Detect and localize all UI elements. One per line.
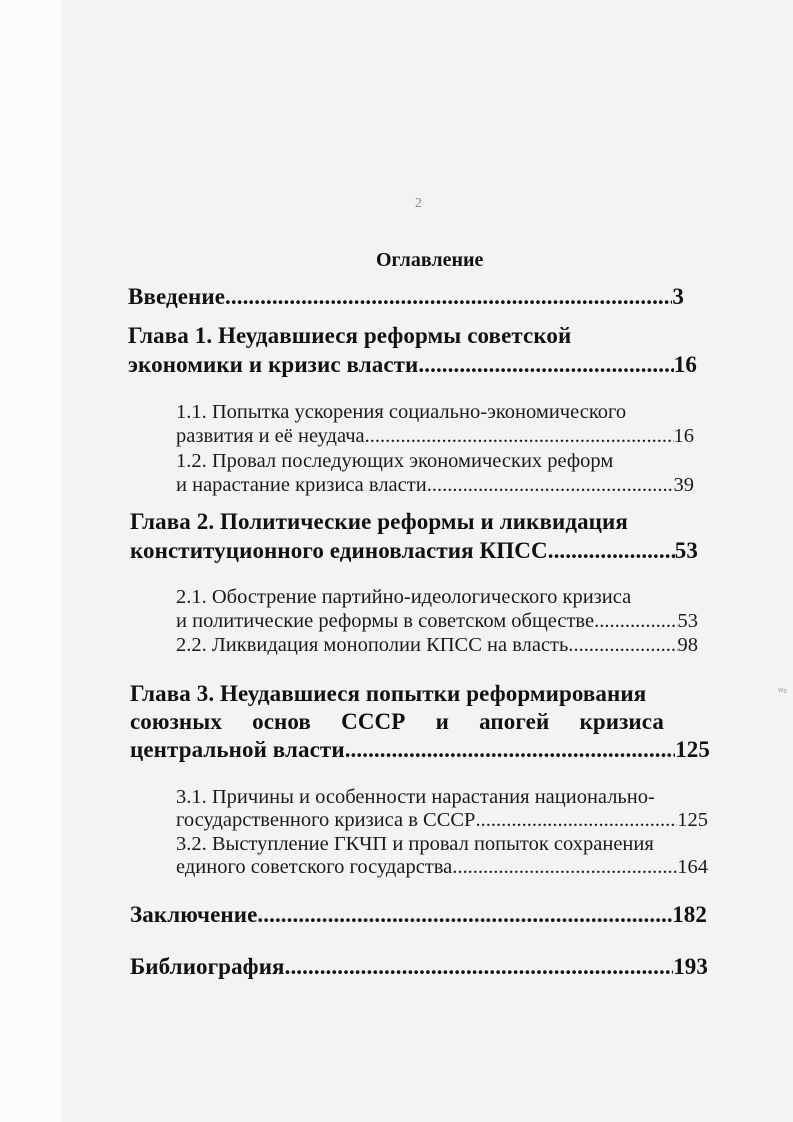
entry-label: Введение	[128, 284, 226, 309]
toc-entry-bibliography[interactable]	[130, 954, 708, 980]
toc-entry-section-1-2[interactable]	[176, 474, 694, 497]
toc-entry-chapter-1[interactable]	[128, 352, 697, 378]
entry-page: 16	[673, 352, 697, 377]
dot-leader	[548, 538, 675, 564]
toc-entry-section-3-1[interactable]	[176, 809, 708, 832]
scan-artifact: ᵂᵡ	[778, 688, 787, 698]
section-1-2-line1[interactable]: 1.2. Провал последующих экономических реформ	[176, 450, 614, 472]
title-word: и	[435, 709, 449, 734]
dot-leader	[225, 284, 672, 310]
toc-entry-section-3-2[interactable]	[176, 856, 708, 879]
section-3-2-line1[interactable]: 3.2. Выступление ГКЧП и провал попыток сохранения	[176, 833, 654, 855]
entry-label: экономики и кризис власти	[128, 352, 419, 377]
entry-page: 182	[672, 902, 707, 927]
title-word: апогей	[479, 709, 550, 734]
entry-label: 2.2. Ликвидация монополии КПСС на власть	[176, 634, 569, 656]
toc-entry-chapter-2[interactable]	[130, 538, 698, 564]
dot-leader	[285, 954, 674, 980]
toc-entry-introduction[interactable]	[128, 284, 684, 310]
toc-entry-section-2-1[interactable]	[176, 610, 698, 633]
entry-label: и нарастание кризиса власти	[176, 474, 427, 496]
entry-page: 53	[677, 610, 698, 632]
entry-label: конституционного единовластия КПСС	[130, 538, 548, 563]
title-word: кризиса	[579, 709, 664, 734]
chapter-2-title-line1[interactable]: Глава 2. Политические реформы и ликвидация	[130, 509, 628, 534]
chapter-3-title-line1[interactable]: Глава 3. Неудавшиеся попытки реформирования	[130, 681, 647, 706]
entry-label: развития и её неудача	[176, 425, 365, 447]
dot-leader	[475, 809, 677, 832]
entry-label: Заключение	[130, 902, 258, 927]
entry-page: 98	[677, 634, 698, 656]
entry-page: 16	[673, 425, 694, 447]
dot-leader	[427, 474, 674, 497]
entry-page: 125	[677, 809, 708, 831]
title-word: основ	[252, 709, 311, 734]
entry-page: 3	[672, 284, 684, 309]
entry-label: государственного кризиса в СССР	[176, 809, 476, 831]
entry-page: 39	[673, 474, 694, 496]
dot-leader	[345, 737, 676, 763]
chapter-3-title-line2[interactable]	[130, 709, 664, 735]
toc-entry-conclusion[interactable]	[130, 902, 707, 928]
dot-leader	[452, 856, 677, 879]
section-1-1-line1[interactable]: 1.1. Попытка ускорения социально-экономического	[176, 401, 627, 423]
dot-leader	[365, 425, 674, 448]
dot-leader	[418, 352, 673, 378]
section-2-1-line1[interactable]: 2.1. Обострение партийно-идеологического кризиса	[176, 586, 632, 608]
toc-title: Оглавление	[376, 249, 484, 271]
entry-label: и политические реформы в советском обществе	[176, 610, 595, 632]
entry-page: 53	[674, 538, 698, 563]
toc-entry-chapter-3[interactable]	[130, 737, 710, 763]
title-word: СССР	[341, 709, 406, 734]
entry-page: 193	[673, 954, 708, 979]
title-word: союзных	[130, 709, 222, 734]
entry-page: 125	[675, 737, 710, 762]
dot-leader	[257, 902, 672, 928]
chapter-1-title-line1[interactable]: Глава 1. Неудавшиеся реформы советской	[128, 323, 572, 348]
section-3-1-line1[interactable]: 3.1. Причины и особенности нарастания национально-	[176, 786, 655, 808]
toc-entry-section-2-2[interactable]	[176, 634, 698, 657]
dot-leader	[568, 634, 677, 657]
entry-page: 164	[677, 856, 708, 878]
entry-label: Библиография	[130, 954, 285, 979]
toc-entry-section-1-1[interactable]	[176, 425, 694, 448]
entry-label: единого советского государства	[176, 856, 453, 878]
page-number: 2	[415, 196, 422, 211]
entry-label: центральной власти	[130, 737, 345, 762]
scan-left-margin	[0, 0, 62, 1122]
dot-leader	[594, 610, 677, 633]
